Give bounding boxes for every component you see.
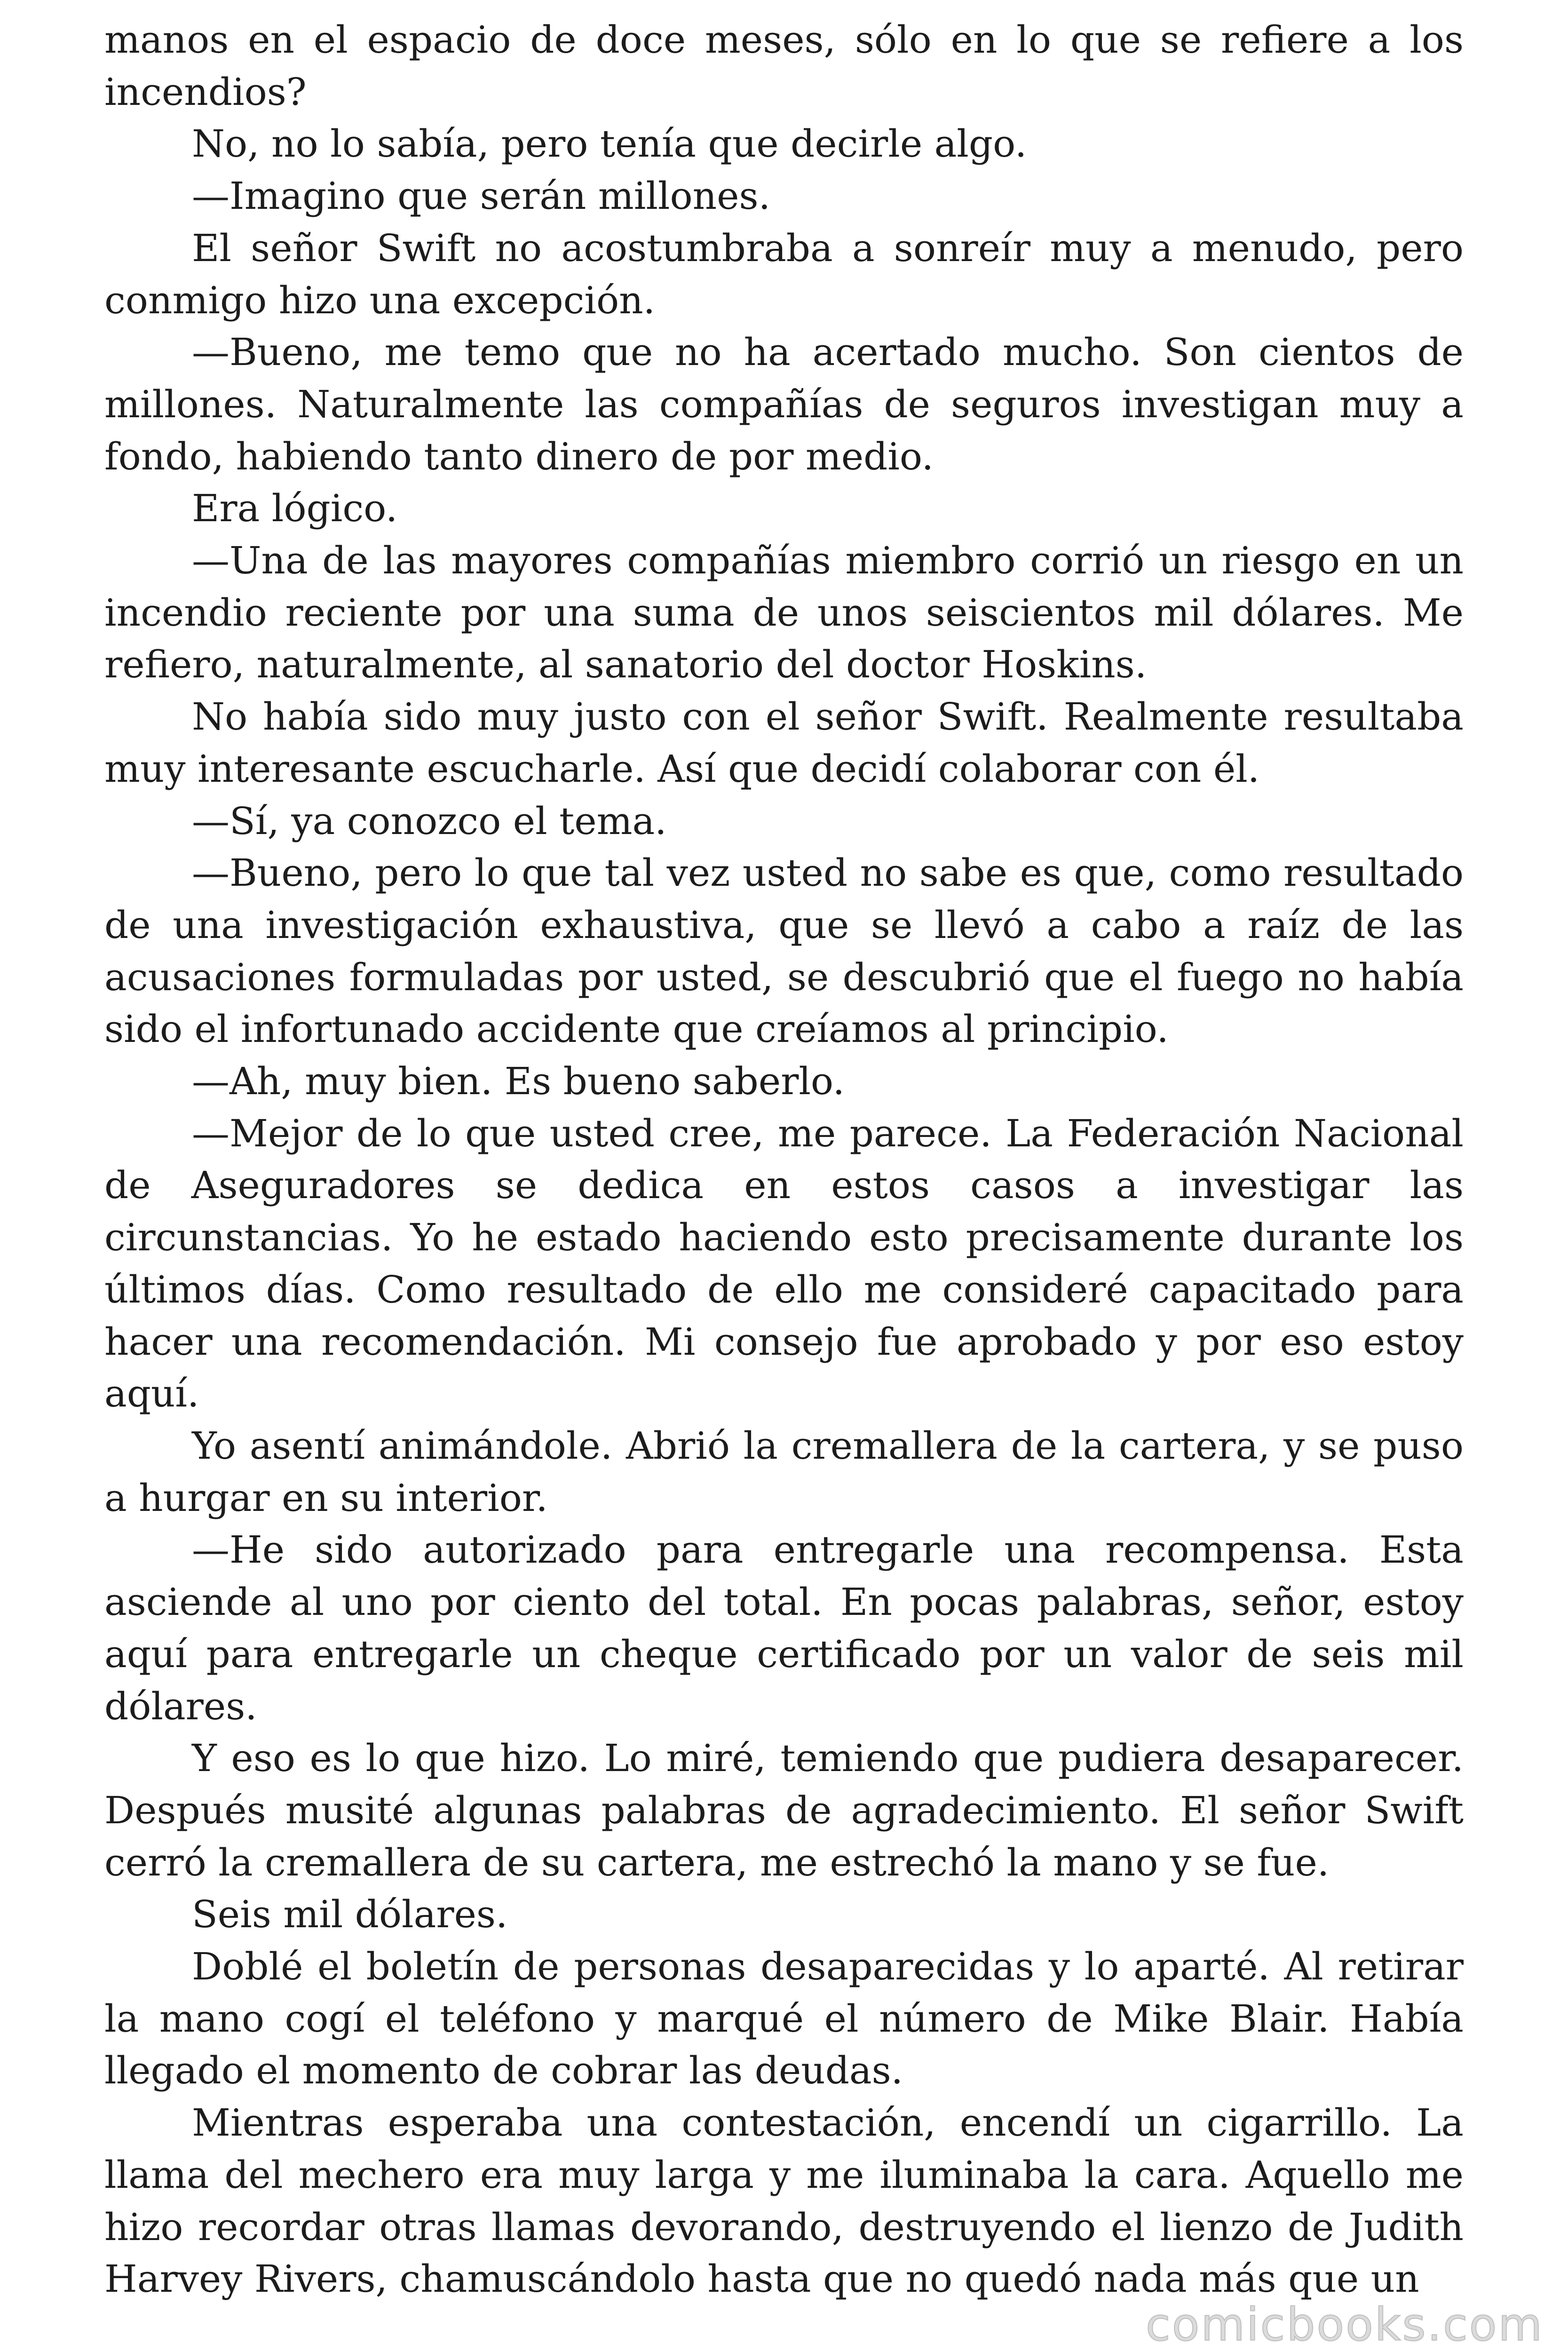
paragraph-13: Yo asentí animándole. Abrió la cremallera de la cartera, y se puso a hurgar en su interior. [104,1423,1464,1520]
paragraph-5: —Bueno, me temo que no ha acertado mucho. Son cientos de millones. Naturalmente las compañías de seguros investigan muy a fondo, habiendo tanto dinero de por medio. [104,330,1464,478]
paragraph-4: El señor Swift no acostumbraba a sonreír muy a menudo, pero conmigo hizo una excepción. [104,226,1464,322]
paragraph-2: No, no lo sabía, pero tenía que decirle algo. [192,122,1027,166]
paragraph-12: —Mejor de lo que usted cree, me parece. La Federación Nacional de Aseguradores se dedica en estos casos a investigar las circunstancias. Yo he estado haciendo esto precisamente durante los últimos días. Como resultado de ello me consideré capacitado para hacer una recomendación. Mi consejo fue aprobado y por eso estoy aquí. [104,1111,1464,1416]
paragraph-1: manos en el espacio de doce meses, sólo en lo que se refiere a los incendios? [104,18,1464,114]
paragraph-11: —Ah, muy bien. Es bueno saberlo. [192,1059,845,1104]
paragraph-9: —Sí, ya conozco el tema. [192,799,667,843]
paragraph-8: No había sido muy justo con el señor Swift. Realmente resultaba muy interesante escucharle. Así que decidí colaborar con él. [104,695,1464,791]
paragraph-16: Seis mil dólares. [192,1892,508,1937]
paragraph-15: Y eso es lo que hizo. Lo miré, temiendo que pudiera desaparecer. Después musité algunas palabras de agradecimiento. El señor Swift cerró la cremallera de su cartera, me estrechó la mano y se fue. [104,1736,1464,1884]
paragraph-10: —Bueno, pero lo que tal vez usted no sabe es que, como resultado de una investigación exhaustiva, que se llevó a cabo a raíz de las acusaciones formuladas por usted, se descubrió que el fuego no había sido el infortunado accidente que creíamos al principio. [104,851,1464,1051]
paragraph-17: Doblé el boletín de personas desaparecidas y lo aparté. Al retirar la mano cogí el teléfono y marqué el número de Mike Blair. Había llegado el momento de cobrar las deudas. [104,1945,1464,2093]
watermark-logo: comicbooks.com [1145,2298,1544,2351]
paragraph-14: —He sido autorizado para entregarle una recompensa. Esta asciende al uno por ciento del total. En pocas palabras, señor, estoy aquí para entregarle un cheque certificado por un valor de seis mil dólares. [104,1528,1464,1728]
book-page [104,0,1464,2352]
paragraph-6: Era lógico. [192,486,398,531]
paragraph-7: —Una de las mayores compañías miembro corrió un riesgo en un incendio reciente por una suma de unos seiscientos mil dólares. Me refiero, naturalmente, al sanatorio del doctor Hoskins. [104,539,1464,687]
paragraph-3: —Imagino que serán millones. [192,174,770,218]
paragraph-18: Mientras esperaba una contestación, encendí un cigarrillo. La llama del mechero era muy larga y me iluminaba la cara. Aquello me hizo recordar otras llamas devorando, destruyendo el lienzo de Judith Harvey Rivers, chamuscándolo hasta que no quedó nada más que un [104,2101,1464,2301]
